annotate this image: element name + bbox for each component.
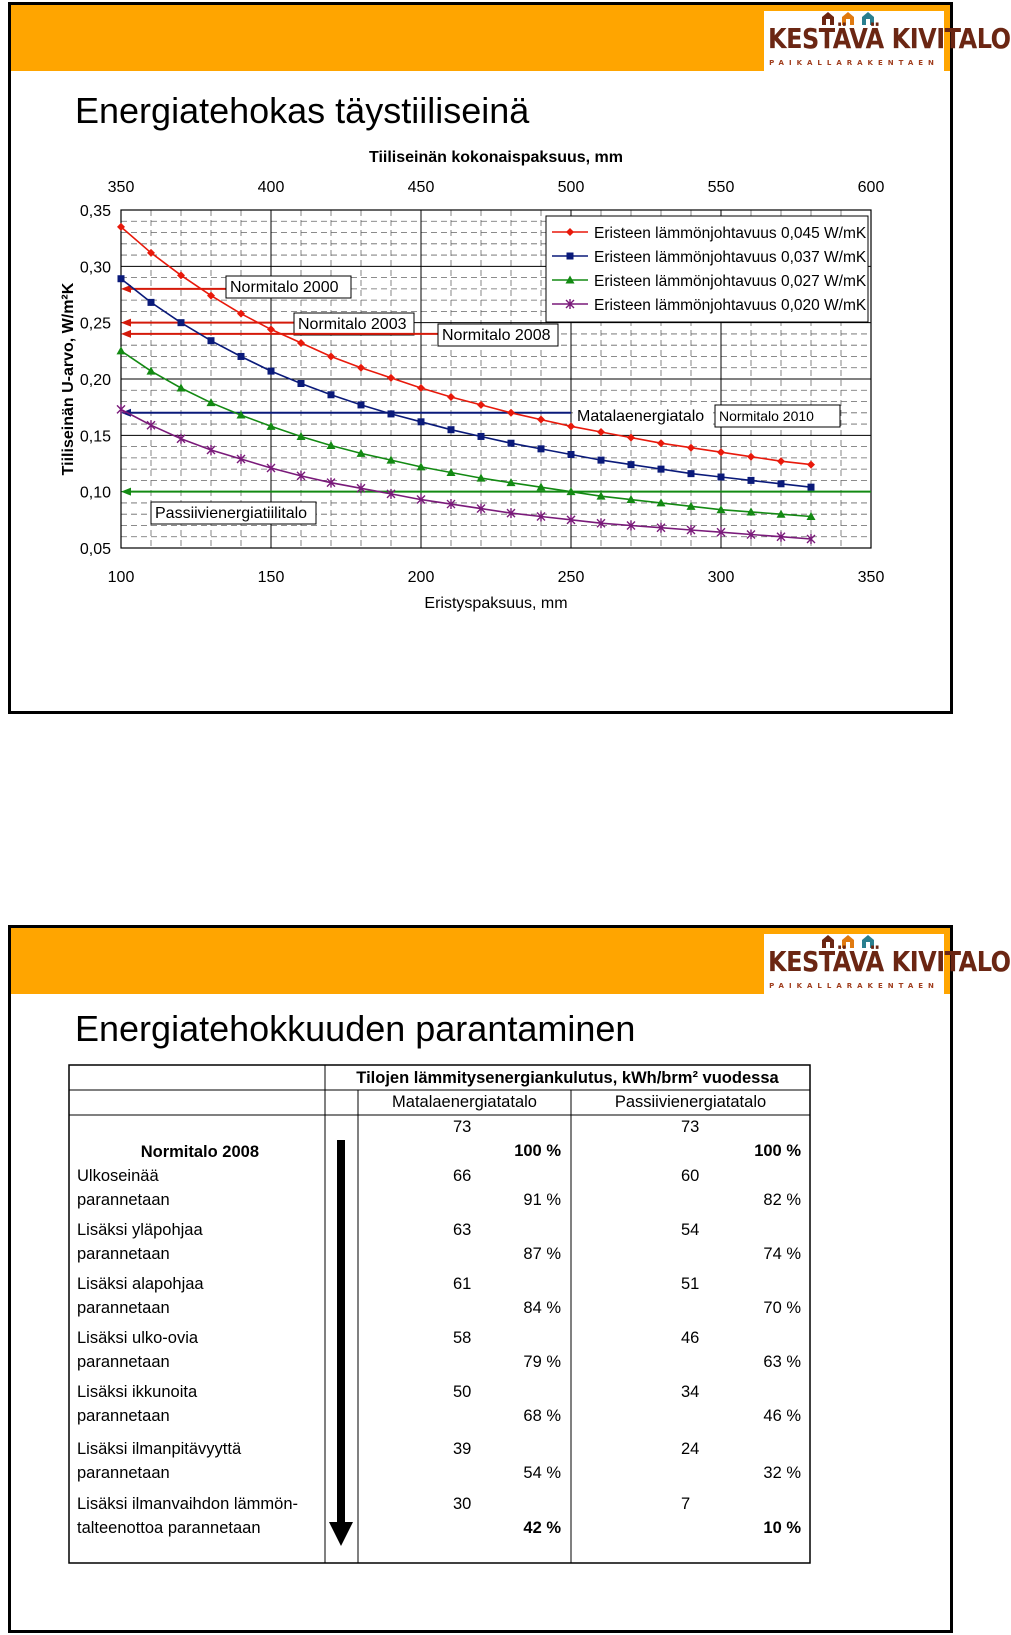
data-point: [568, 451, 575, 458]
cell-percent-passive: 100 %: [754, 1142, 801, 1160]
cell-value-passive: 46: [681, 1329, 700, 1347]
reference-label: Normitalo 2008: [442, 327, 551, 344]
cell-value-low-energy: 61: [453, 1275, 472, 1293]
cell-percent-low-energy: 87 %: [523, 1245, 561, 1263]
row-label: Ulkoseinää: [77, 1167, 159, 1185]
data-point: [747, 453, 755, 461]
x-tick-label: 150: [257, 569, 285, 586]
legend-marker: [567, 253, 574, 260]
cell-percent-low-energy: 84 %: [523, 1299, 561, 1317]
slide-energy-improvement: [8, 925, 1011, 1633]
cell-percent-low-energy: 68 %: [523, 1407, 561, 1425]
reference-label: Normitalo 2000: [230, 279, 339, 296]
cell-percent-low-energy: 54 %: [523, 1464, 561, 1482]
data-point: [117, 404, 125, 414]
cell-value-passive: 7: [681, 1495, 691, 1513]
data-point: [417, 384, 425, 392]
data-point: [778, 480, 785, 487]
y-axis-label: Tiiliseinän U-arvo, W/m²K: [60, 282, 77, 476]
x-tick-label: 350: [857, 569, 885, 586]
cell-value-passive: 34: [681, 1383, 700, 1401]
cell-percent-passive: 10 %: [763, 1519, 801, 1537]
data-point: [508, 440, 515, 447]
row-label: Lisäksi ulko-ovia: [77, 1329, 199, 1347]
cell-percent-passive: 46 %: [763, 1407, 801, 1425]
data-point: [328, 391, 335, 398]
data-point: [237, 310, 245, 318]
reference-label: Normitalo 2010: [719, 408, 814, 424]
cell-value-low-energy: 66: [453, 1167, 472, 1185]
x-axis-label: Eristyspaksuus, mm: [424, 595, 568, 612]
data-point: [148, 299, 155, 306]
data-point: [448, 426, 455, 433]
data-point: [447, 393, 455, 401]
data-point: [298, 380, 305, 387]
data-point: [297, 339, 305, 347]
cell-value-low-energy: 50: [453, 1383, 472, 1401]
data-point: [628, 461, 635, 468]
data-point: [118, 275, 125, 282]
y-tick-label: 0,05: [79, 541, 111, 558]
slide-energy-wall: [8, 2, 1011, 714]
page-title: Energiatehokas täystiiliseinä: [75, 90, 530, 131]
data-point: [598, 457, 605, 464]
column-header-low-energy: Matalaenergiatatalo: [392, 1093, 537, 1111]
row-label: parannetaan: [77, 1353, 170, 1371]
row-label: Lisäksi alapohjaa: [77, 1275, 204, 1293]
cell-value-passive: 51: [681, 1275, 700, 1293]
row-label: parannetaan: [77, 1464, 170, 1482]
logo-tagline: PAIKALLARAKENTAEN: [769, 982, 939, 990]
x2-tick-label: 400: [257, 179, 285, 196]
arrow-left-icon: [121, 330, 131, 338]
x-tick-label: 100: [107, 569, 135, 586]
cell-value-passive: 60: [681, 1167, 700, 1185]
legend-label: Eristeen lämmönjohtavuus 0,045 W/mK: [594, 225, 867, 242]
data-point: [267, 325, 275, 333]
arrow-left-icon: [121, 319, 131, 327]
cell-percent-low-energy: 91 %: [523, 1191, 561, 1209]
row-label: parannetaan: [77, 1299, 170, 1317]
legend-label: Eristeen lämmönjohtavuus 0,020 W/mK: [594, 297, 867, 314]
data-point: [807, 461, 815, 469]
data-point: [177, 384, 186, 392]
cell-percent-low-energy: 100 %: [514, 1142, 561, 1160]
data-point: [687, 444, 695, 452]
y-tick-label: 0,35: [79, 203, 111, 220]
data-point: [208, 337, 215, 344]
data-point: [117, 346, 126, 354]
data-point: [207, 398, 216, 406]
data-point: [718, 474, 725, 481]
table-header: Tilojen lämmitysenergiankulutus, kWh/brm² vuodessa: [356, 1069, 779, 1087]
reference-label: Normitalo 2003: [298, 316, 407, 333]
y-tick-label: 0,20: [79, 372, 111, 389]
cell-percent-passive: 32 %: [763, 1464, 801, 1482]
row-label: Lisäksi ilmanvaihdon lämmön-: [77, 1495, 299, 1513]
data-point: [748, 477, 755, 484]
chart-title: Tiiliseinän kokonaispaksuus, mm: [368, 149, 624, 166]
logo-name: KESTÄVÄ KIVITALO: [768, 22, 1011, 56]
cell-value-passive: 24: [681, 1440, 700, 1458]
row-label: talteenottoa parannetaan: [77, 1519, 261, 1537]
data-point: [268, 368, 275, 375]
data-point: [238, 353, 245, 360]
row-label: Normitalo 2008: [140, 1143, 259, 1161]
cell-value-low-energy: 58: [453, 1329, 472, 1347]
data-point: [357, 364, 365, 372]
row-label: parannetaan: [77, 1191, 170, 1209]
data-point: [538, 445, 545, 452]
logo-name: KESTÄVÄ KIVITALO: [768, 945, 1011, 979]
legend-label: Eristeen lämmönjohtavuus 0,027 W/mK: [594, 273, 867, 290]
data-point: [627, 434, 635, 442]
data-point: [478, 433, 485, 440]
cell-value-low-energy: 73: [453, 1118, 472, 1136]
cell-value-low-energy: 30: [453, 1495, 472, 1513]
reference-label: Matalaenergiatalo: [577, 408, 705, 425]
cell-value-low-energy: 63: [453, 1221, 472, 1239]
cell-percent-low-energy: 79 %: [523, 1353, 561, 1371]
data-point: [358, 401, 365, 408]
data-point: [717, 448, 725, 456]
cell-percent-passive: 74 %: [763, 1245, 801, 1263]
data-point: [658, 466, 665, 473]
data-point: [808, 484, 815, 491]
data-point: [178, 319, 185, 326]
column-header-passive: Passiivienergiatatalo: [614, 1093, 767, 1111]
data-point: [477, 401, 485, 409]
u-value-chart: [11, 5, 1011, 711]
data-point: [207, 445, 215, 455]
arrow-left-icon: [121, 488, 131, 496]
data-point: [597, 428, 605, 436]
cell-value-passive: 54: [681, 1221, 700, 1239]
reference-label: Passiivienergiatiilitalo: [155, 505, 308, 522]
cell-value-passive: 73: [681, 1118, 700, 1136]
page-title: Energiatehokkuuden parantaminen: [75, 1008, 636, 1049]
row-label: Lisäksi ilmanpitävyyttä: [77, 1440, 242, 1458]
data-point: [507, 409, 515, 417]
arrow-down-icon: [329, 1140, 353, 1546]
x2-tick-label: 600: [857, 179, 885, 196]
x-tick-label: 250: [557, 569, 585, 586]
energy-table: [11, 928, 1011, 1630]
data-point: [147, 420, 155, 430]
cell-percent-passive: 70 %: [763, 1299, 801, 1317]
cell-value-low-energy: 39: [453, 1440, 472, 1458]
cell-percent-low-energy: 42 %: [523, 1519, 561, 1537]
y-tick-label: 0,15: [79, 428, 111, 446]
x2-tick-label: 500: [557, 179, 585, 196]
x2-tick-label: 450: [407, 179, 435, 196]
row-label: Lisäksi ikkunoita: [77, 1383, 198, 1401]
data-point: [177, 434, 185, 444]
x2-tick-label: 350: [107, 179, 135, 196]
cell-percent-passive: 63 %: [763, 1353, 801, 1371]
y-tick-label: 0,10: [79, 484, 111, 502]
data-point: [387, 374, 395, 382]
data-point: [777, 457, 785, 465]
data-point: [657, 439, 665, 447]
x-tick-label: 200: [407, 569, 435, 586]
y-tick-label: 0,25: [79, 315, 111, 333]
x2-tick-label: 550: [707, 179, 735, 196]
data-point: [418, 418, 425, 425]
logo-tagline: PAIKALLARAKENTAEN: [769, 59, 939, 67]
x-tick-label: 300: [707, 569, 735, 586]
data-point: [537, 416, 545, 424]
cell-percent-passive: 82 %: [763, 1191, 801, 1209]
row-label: Lisäksi yläpohjaa: [77, 1221, 203, 1239]
row-label: parannetaan: [77, 1407, 170, 1425]
data-point: [327, 352, 335, 360]
data-point: [388, 410, 395, 417]
y-tick-label: 0,30: [79, 259, 111, 277]
data-point: [688, 470, 695, 477]
legend-label: Eristeen lämmönjohtavuus 0,037 W/mK: [594, 249, 867, 266]
row-label: parannetaan: [77, 1245, 170, 1263]
